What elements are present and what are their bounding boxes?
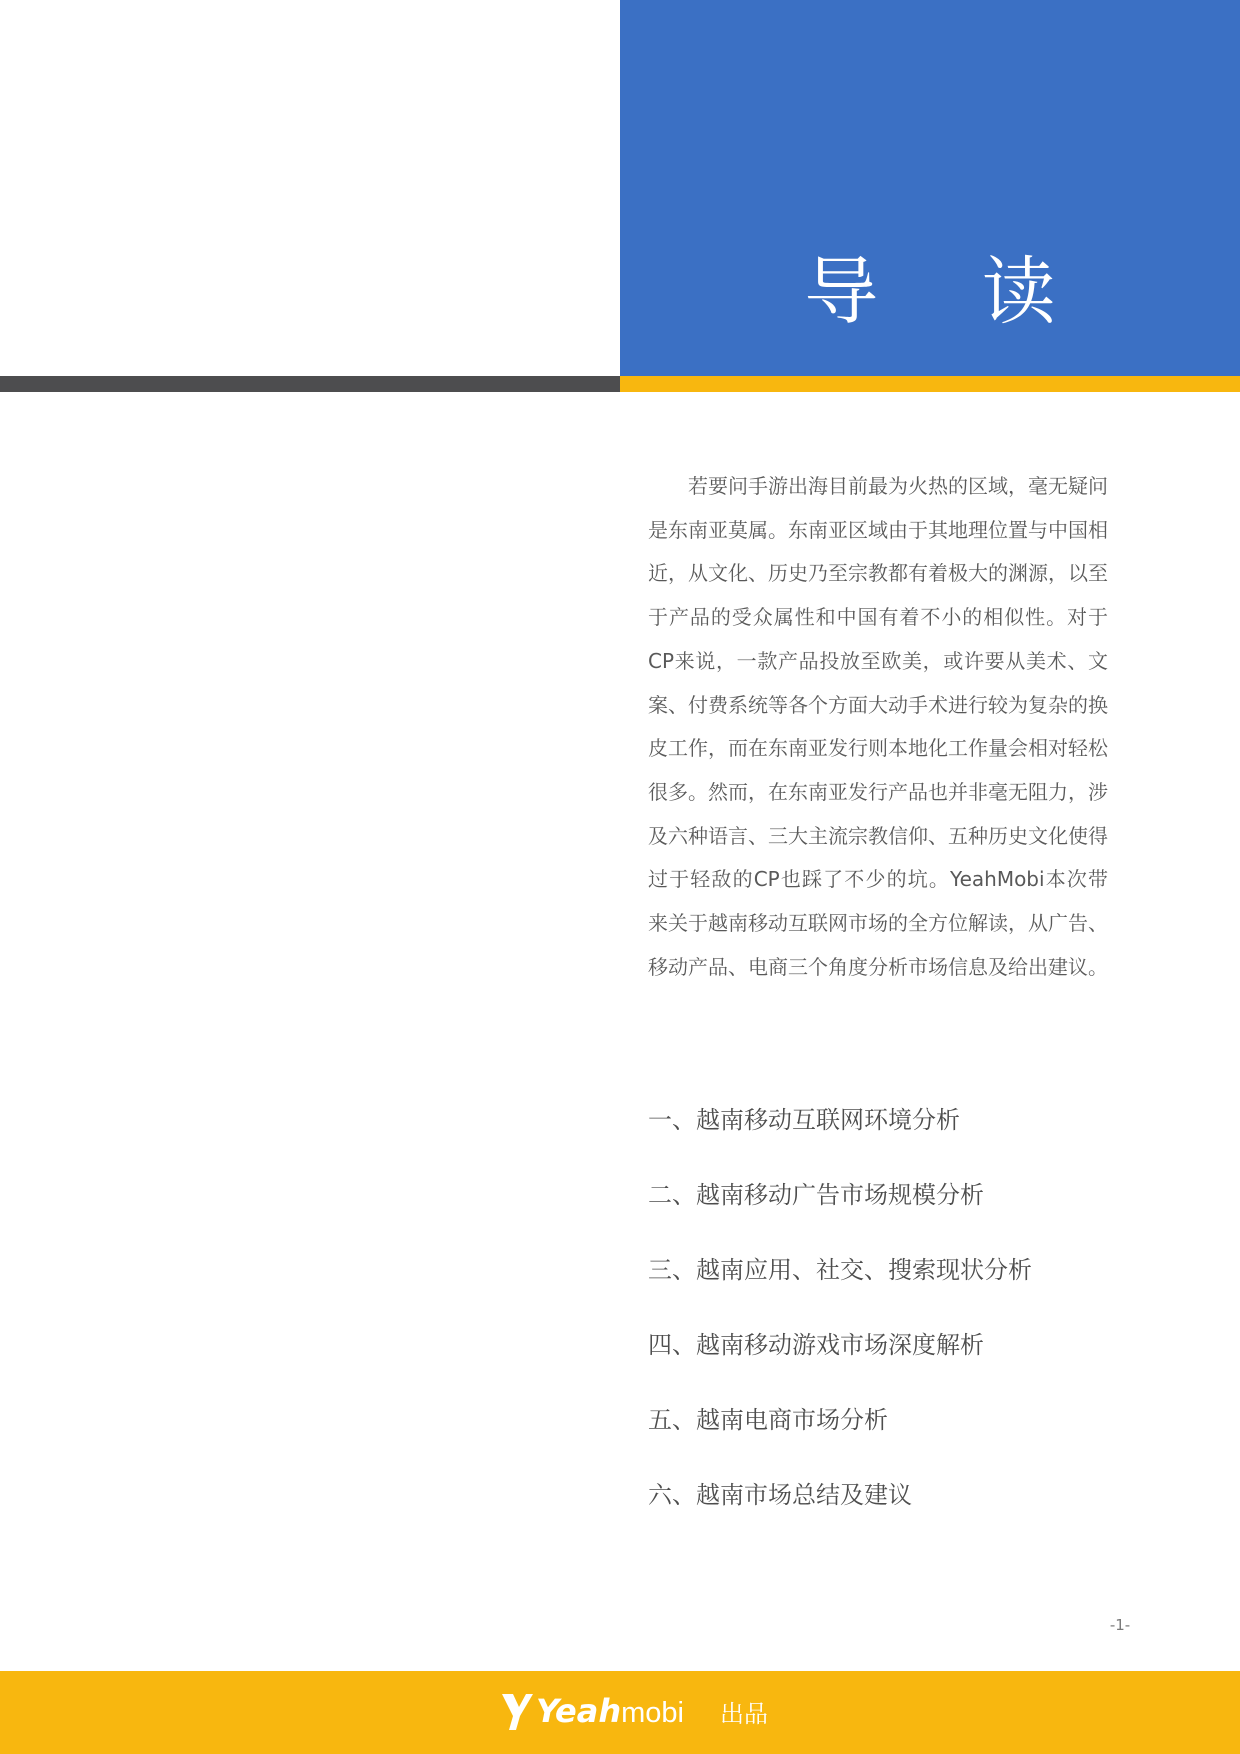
page-title: 导 读 [804,249,1096,335]
page-number: -1- [1109,1616,1131,1634]
toc-item: 二、越南移动广告市场规模分析 [648,1181,984,1209]
footer-bar [0,1671,1240,1754]
toc-item: 六、越南市场总结及建议 [648,1481,912,1509]
intro-paragraph: 若要问手游出海目前最为火热的区域，毫无疑问是东南亚莫属。东南亚区域由于其地理位置与中国相近，从文化、历史乃至宗教都有着极大的渊源，以至于产品的受众属性和中国有着不小的相似性。对于CP来说，一款产品投放至欧美，或许要从美术、文案、付费系统等各个方面大动手术进行较为复杂的换皮工作，而在东南亚发行则本地化工作量会相对轻松很多。然而，在东南亚发行产品也并非毫无阻力，涉及六种语言、三大主流宗教信仰、五种历史文化使得过于轻敌的CP也踩了不少的坑。YeahMobi本次带来关于越南移动互联网市场的全方位解读，从广告、移动产品、电商三个角度分析市场信息及给出建议。 [648,474,1108,979]
toc-item: 一、越南移动互联网环境分析 [648,1106,960,1134]
brand-wordmark [536,1691,684,1730]
brand-wordmark-bold: Yeah [536,1691,622,1730]
toc-item: 三、越南应用、社交、搜索现状分析 [648,1256,1032,1284]
table-of-contents [648,1096,1032,1546]
yellow-divider-bar [620,376,1240,392]
gray-divider-bar [0,376,620,392]
brand-wordmark-light: mobi [621,1696,684,1729]
toc-item: 五、越南电商市场分析 [648,1406,888,1434]
footer-brand [500,1683,768,1739]
produced-by-label: 出品 [719,1699,768,1728]
toc-item: 四、越南移动游戏市场深度解析 [648,1331,984,1359]
yeahmobi-y-mark-icon [500,1690,534,1732]
